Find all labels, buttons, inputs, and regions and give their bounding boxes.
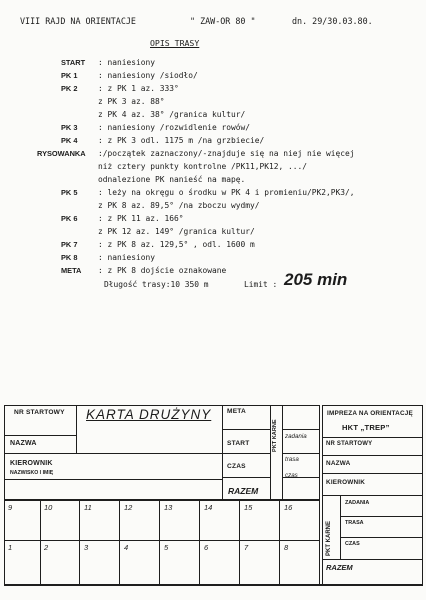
card-penalty-label: PKT KARNE xyxy=(272,419,278,452)
route-label-pk7: PK 7 xyxy=(61,240,78,249)
route-label-start: START xyxy=(61,58,86,67)
checkpoint-box-number: 5 xyxy=(164,543,169,552)
stub-start-number-label: NR STARTOWY xyxy=(326,441,373,447)
checkpoint-box-number: 10 xyxy=(44,503,53,512)
card-total-label: RAZEM xyxy=(228,486,259,496)
card-time-small-label: czas xyxy=(285,472,298,479)
stub-leader-label: KIEROWNIK xyxy=(326,479,366,486)
route-line: z PK 3 az. 88° xyxy=(98,97,165,106)
limit-value: 205 min xyxy=(284,270,348,289)
checkpoint-box-number: 13 xyxy=(164,503,173,512)
route-label-pk4: PK 4 xyxy=(61,136,78,145)
card-title: KARTA DRUŻYNY xyxy=(86,407,212,422)
stub-club-name: HKT „TREP” xyxy=(342,423,390,432)
checkpoint-box-number: 14 xyxy=(204,503,213,512)
checkpoint-box-number: 16 xyxy=(284,503,293,512)
checkpoint-box-number: 2 xyxy=(44,543,49,552)
stub-event-label: IMPREZA NA ORIENTACJĘ xyxy=(327,410,413,417)
page-title: OPIS TRASY xyxy=(150,38,200,48)
route-line: z PK 8 az. 89,5° /na zboczu wydmy/ xyxy=(98,201,260,210)
route-line: z PK 4 az. 38° /granica kultur/ xyxy=(98,110,246,119)
card-name-label: NAZWA xyxy=(10,440,37,447)
route-line: : naniesiony xyxy=(98,253,156,262)
route-line: :/początek zaznaczony/-znajduje się na niej nie więcej xyxy=(98,149,355,158)
checkpoint-box-number: 1 xyxy=(8,543,13,552)
route-line: : naniesiony xyxy=(98,58,156,67)
route-label-pk3: PK 3 xyxy=(61,123,78,132)
route-line: : z PK 3 odl. 1175 m /na grzbiecie/ xyxy=(98,136,265,145)
stub-penalty-label: PKT KARNE xyxy=(326,520,332,556)
route-length: Długość trasy:10 350 m xyxy=(104,280,209,289)
route-line: niż cztery punkty kontrolne /PK11,PK12, .../ xyxy=(98,162,308,171)
card-start-number-label: NR STARTOWY xyxy=(14,409,65,416)
route-line: : naniesiony /siodło/ xyxy=(98,71,198,80)
route-label-pk1: PK 1 xyxy=(61,71,78,80)
stub-route-label: TRASA xyxy=(345,520,364,526)
stub-tasks-label: ZADANIA xyxy=(345,500,370,506)
event-code: " ZAW-OR 80 " xyxy=(190,16,256,26)
card-time-label: CZAS xyxy=(227,463,246,470)
checkpoint-box-number: 9 xyxy=(8,503,13,512)
route-label-rysowanka: RYSOWANKA xyxy=(37,149,86,158)
card-start-label: START xyxy=(227,440,250,447)
card-meta-label: META xyxy=(227,408,246,415)
stub-name-label: NAZWA xyxy=(326,460,351,467)
card-tasks-label: zadania xyxy=(285,433,307,440)
route-line: : naniesiony /rozwidlenie rowów/ xyxy=(98,123,251,132)
route-label-pk8: PK 8 xyxy=(61,253,78,262)
route-line: : z PK 8 dojście oznakowane xyxy=(98,266,227,275)
checkpoint-box-number: 3 xyxy=(84,543,89,552)
checkpoint-box-number: 6 xyxy=(204,543,209,552)
route-line: z PK 12 az. 149° /granica kultur/ xyxy=(98,227,255,236)
checkpoint-box-number: 7 xyxy=(244,543,249,552)
route-line: : z PK 11 az. 166° xyxy=(98,214,184,223)
route-line: : z PK 1 az. 333° xyxy=(98,84,179,93)
checkpoint-box-number: 11 xyxy=(84,503,92,512)
card-route-label: trasa xyxy=(285,456,299,463)
stub-time-label: CZAS xyxy=(345,541,360,547)
checkpoint-box-number: 12 xyxy=(124,503,133,512)
route-label-pk6: PK 6 xyxy=(61,214,78,223)
checkpoint-box-number: 4 xyxy=(124,543,129,552)
route-label-pk5: PK 5 xyxy=(61,188,78,197)
card-leader-label: KIEROWNIK xyxy=(10,460,53,467)
route-label-meta: META xyxy=(61,266,82,275)
route-label-pk2: PK 2 xyxy=(61,84,78,93)
route-line: odnalezione PK nanieść na mapę. xyxy=(98,175,246,184)
event-name: VIII RAJD NA ORIENTACJE xyxy=(20,16,136,26)
stub-total-label: RAZEM xyxy=(326,563,353,572)
route-line: : leży na okręgu o środku w PK 4 i promieniu/PK2,PK3/, xyxy=(98,188,355,197)
checkpoint-box-number: 15 xyxy=(244,503,253,512)
card-leader-sub-label: NAZWISKO I IMIĘ xyxy=(10,470,54,476)
event-date: dn. 29/30.03.80. xyxy=(292,16,373,26)
route-line: : z PK 8 az. 129,5° , odl. 1600 m xyxy=(98,240,255,249)
limit-label: Limit : xyxy=(244,280,278,289)
checkpoint-box-number: 8 xyxy=(284,543,289,552)
